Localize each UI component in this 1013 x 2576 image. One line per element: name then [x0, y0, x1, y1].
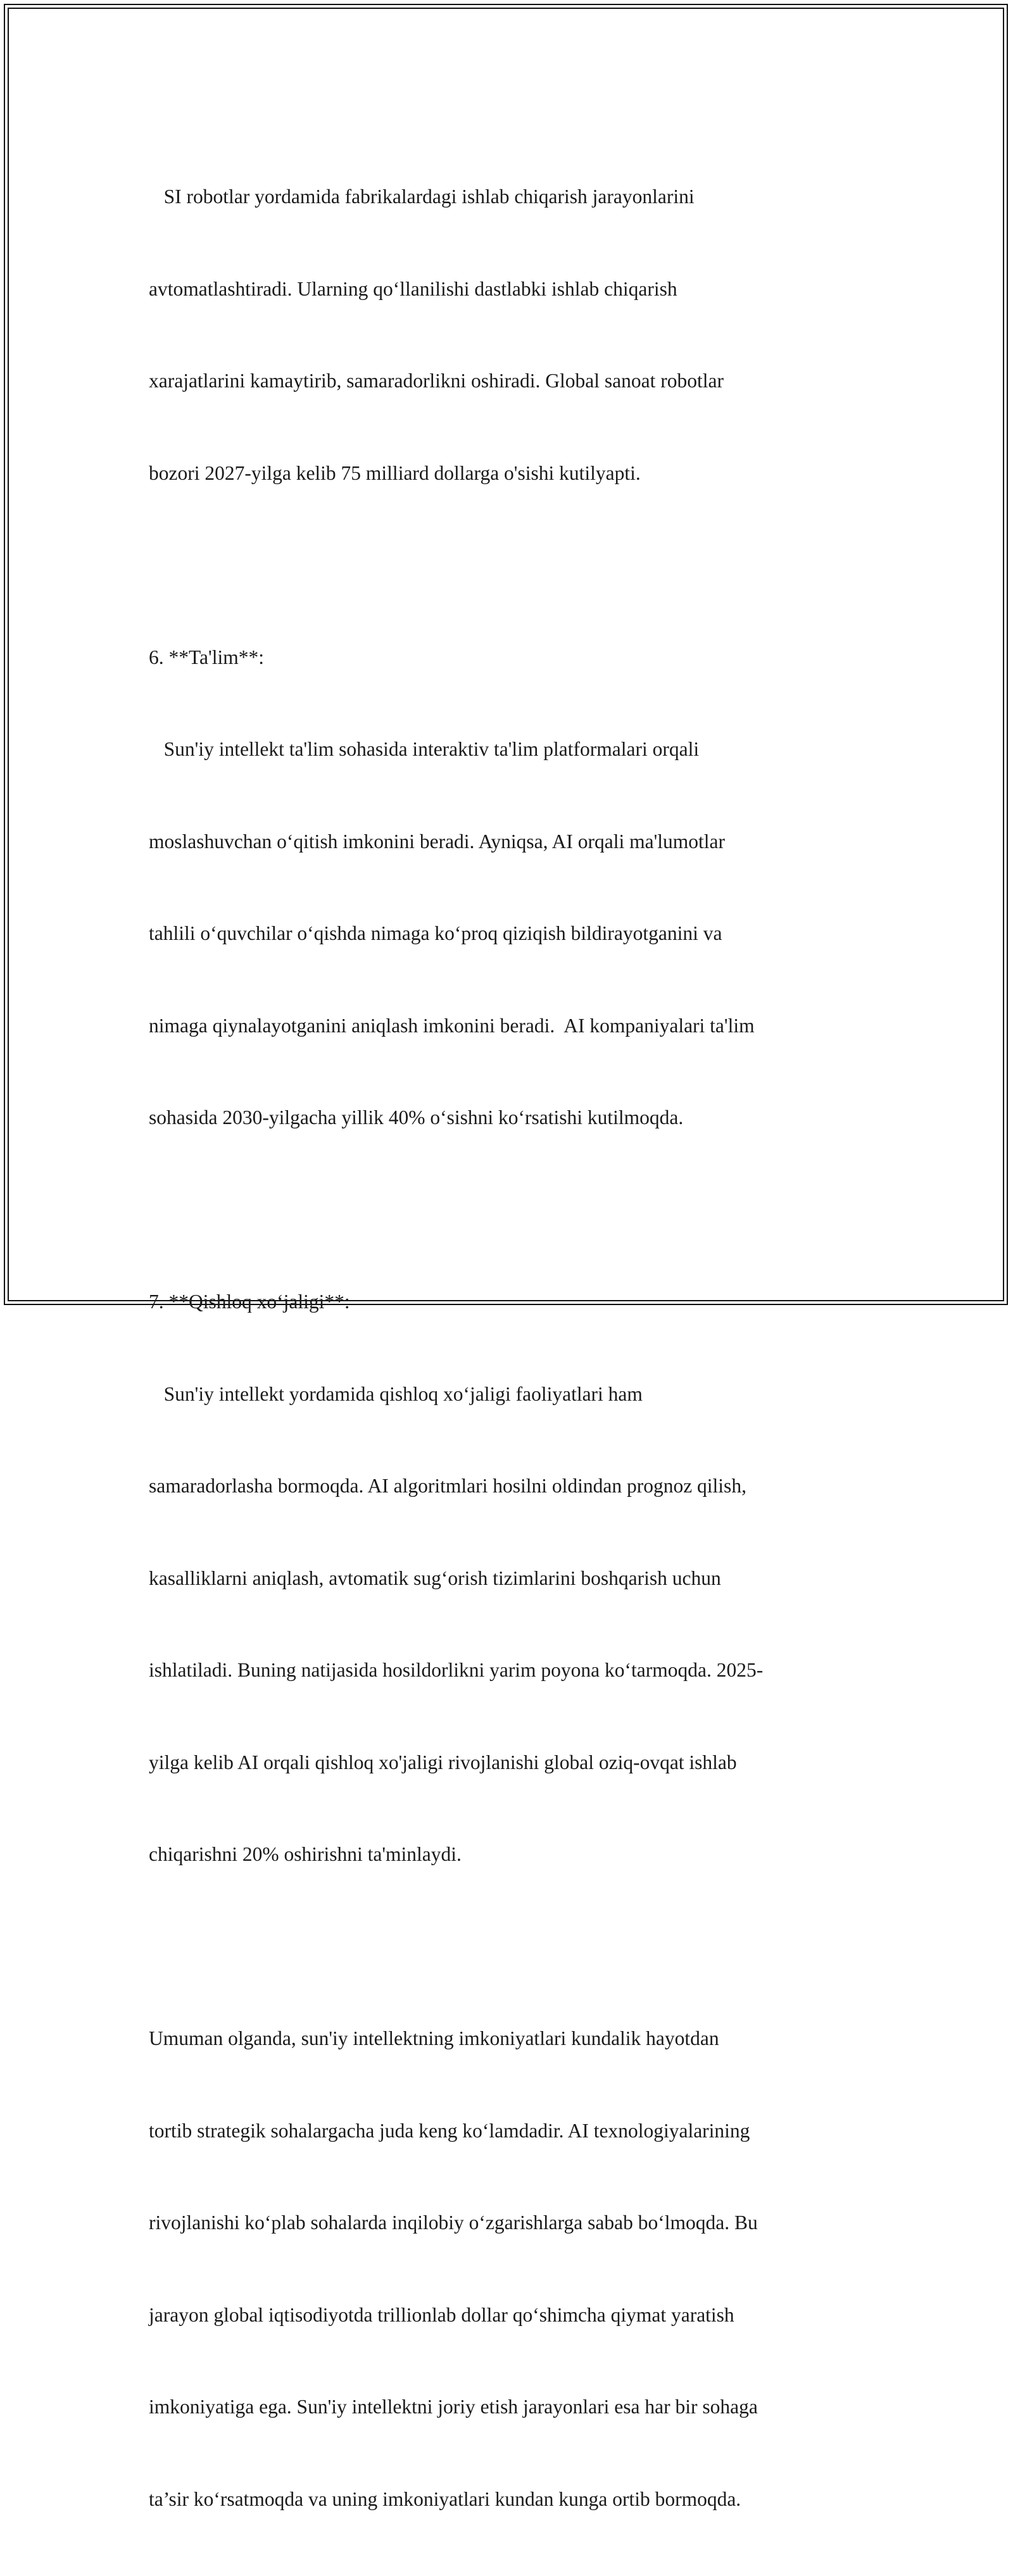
text-line: jarayon global iqtisodiyotda trillionlab dollar qo‘shimcha qiymat yaratish [149, 2303, 734, 2326]
text-line: SI robotlar yordamida fabrikalardagi ishlab chiqarish jarayonlarini [149, 185, 695, 208]
text-line: moslashuvchan o‘qitish imkonini beradi. Ayniqsa, AI orqali ma'lumotlar [149, 830, 726, 853]
section-agriculture [149, 1225, 871, 1932]
text-line: tortib strategik sohalargacha juda keng ko‘lamdadir. AI texnologiyalarining [149, 2119, 750, 2142]
text-line: nimaga qiynalayotganini aniqlash imkonini beradi. AI kompaniyalari ta'lim [149, 1014, 755, 1037]
text-line: rivojlanishi ko‘plab sohalarda inqilobiy o‘zgarishlarga sabab bo‘lmoqda. Bu [149, 2211, 758, 2234]
text-line: sohasida 2030-yilgacha yillik 40% o‘sishni ko‘rsatishi kutilmoqda. [149, 1106, 684, 1129]
text-line: ta’sir ko‘rsatmoqda va uning imkoniyatlari kundan kunga ortib bormoqda. [149, 2487, 741, 2510]
section-education [149, 581, 871, 1195]
text-line: kasalliklarni aniqlash, avtomatik sug‘orish tizimlarini boshqarish uchun [149, 1566, 721, 1589]
text-line: bozori 2027-yilga kelib 75 milliard dollarga o'sishi kutilyapti. [149, 461, 641, 484]
text-line: imkoniyatiga ega. Sun'iy intellektni joriy etish jarayonlari esa har bir sohaga [149, 2396, 758, 2418]
text-line: ishlatiladi. Buning natijasida hosildorlikni yarim poyona ko‘tarmoqda. 2025- [149, 1659, 764, 1681]
text-line: avtomatlashtiradi. Ularning qo‘llanilishi dastlabki ishlab chiqarish [149, 277, 677, 300]
section-heading: 6. **Ta'lim**: [149, 646, 264, 668]
paragraph-robotics [149, 120, 871, 550]
section-heading: 7. **Qishloq xo‘jaligi**: [149, 1291, 350, 1313]
text-line: Sun'iy intellekt yordamida qishloq xo‘jaligi faoliyatlari ham [149, 1382, 643, 1405]
text-line: tahlili o‘quvchilar o‘qishda nimaga ko‘proq qiziqish bildirayotganini va [149, 922, 722, 944]
text-line: yilga kelib AI orqali qishloq xo'jaligi rivojlanishi global oziq-ovqat ishlab [149, 1751, 737, 1773]
text-line: xarajatlarini kamaytirib, samaradorlikni oshiradi. Global sanoat robotlar [149, 370, 724, 392]
text-line: chiqarishni 20% oshirishni ta'minlaydi. [149, 1843, 462, 1865]
text-line: Umuman olganda, sun'iy intellektning imkoniyatlari kundalik hayotdan [149, 2027, 719, 2049]
document-body [149, 120, 871, 2576]
text-line: Sun'iy intellekt ta'lim sohasida interaktiv ta'lim platformalari orqali [149, 738, 700, 760]
text-line: samaradorlasha bormoqda. AI algoritmlari hosilni oldindan prognoz qilish, [149, 1475, 746, 1497]
paragraph-conclusion [149, 1962, 871, 2576]
